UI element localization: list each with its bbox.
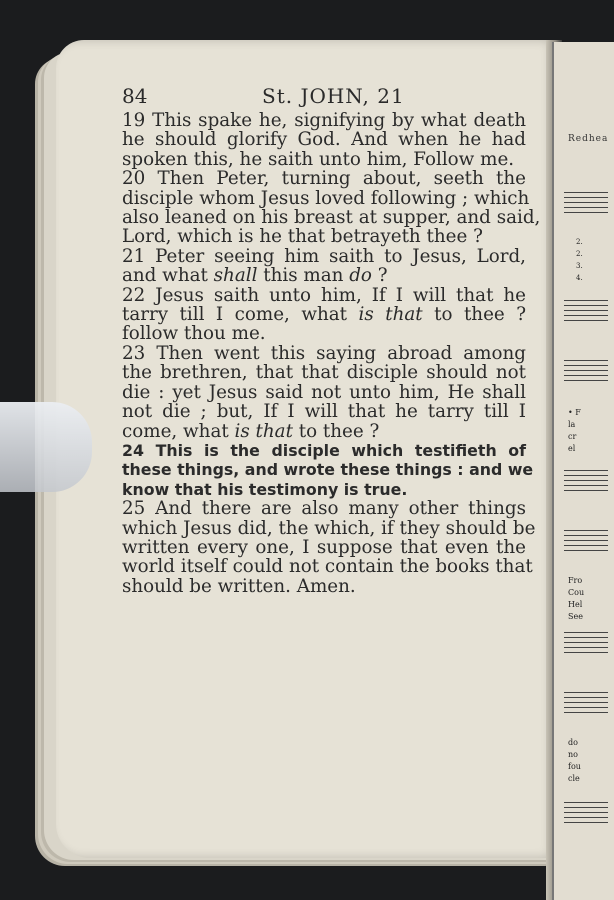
facing-word: cr	[568, 432, 577, 441]
music-staff	[564, 470, 608, 492]
text-line: 21 Peter seeing him saith to Jesus, Lord,	[122, 245, 526, 267]
page-header	[122, 84, 526, 110]
text-line: and what shall this man do ?	[122, 265, 388, 287]
text-line: Lord, which is he that betrayeth thee ?	[122, 226, 483, 248]
text-line: 20 Then Peter, turning about, seeth the	[122, 168, 526, 190]
music-staff	[564, 632, 608, 654]
text-line: which Jesus did, the which, if they should be	[122, 517, 536, 539]
facing-word: See	[568, 612, 583, 621]
facing-word: no	[568, 750, 578, 759]
text-line: 19 This spake he, signifying by what death	[122, 110, 526, 131]
facing-page	[552, 42, 614, 900]
text-line: come, what is that to thee ?	[122, 420, 380, 442]
text-line: tarry till I come, what is that to thee ?	[122, 304, 526, 326]
music-staff	[564, 192, 608, 214]
verse-number: 3.	[576, 262, 583, 270]
facing-word: Cou	[568, 588, 585, 597]
text-line: world itself could not contain the books that	[122, 556, 533, 578]
running-head: St. JOHN, 21	[262, 84, 405, 108]
text-line: these things, and wrote these things : and we	[122, 460, 534, 480]
text-line: disciple whom Jesus loved following ; which	[122, 187, 530, 209]
text-line: know that his testimony is true.	[122, 479, 408, 499]
verse-number: 2.	[576, 238, 583, 246]
facing-word: Fro	[568, 576, 583, 585]
facing-word: fou	[568, 762, 581, 771]
facing-word: la	[568, 420, 576, 429]
text-line: 24 This is the disciple which testifieth of	[122, 440, 526, 460]
music-staff	[564, 692, 608, 714]
facing-page-header: Redhea	[568, 134, 609, 144]
text-line: 23 Then went this saying abroad among	[122, 342, 526, 364]
verse-number: 2.	[576, 250, 583, 258]
scripture-text	[122, 110, 541, 597]
facing-word: do	[568, 738, 578, 747]
facing-word: el	[568, 444, 576, 453]
text-line: also leaned on his breast at supper, and said,	[122, 207, 541, 229]
text-line: spoken this, he saith unto him, Follow me.	[122, 148, 515, 170]
music-staff	[564, 300, 608, 322]
text-line: not die ; but, If I will that he tarry till I	[122, 401, 526, 423]
music-staff	[564, 360, 608, 382]
music-staff	[564, 530, 608, 552]
page-number: 84	[122, 84, 148, 108]
text-line: 25 And there are also many other things	[122, 498, 526, 520]
text-line: die : yet Jesus said not unto him, He shall	[122, 381, 526, 403]
facing-word: Hel	[568, 600, 583, 609]
ribbon-bookmark	[0, 402, 92, 492]
text-line: should be written. Amen.	[122, 575, 356, 597]
text-line: the brethren, that that disciple should not	[122, 362, 526, 384]
text-line: follow thou me.	[122, 323, 266, 345]
verse-number: 4.	[576, 274, 583, 282]
facing-word: • F	[568, 408, 581, 417]
facing-word: cle	[568, 774, 580, 783]
music-staff	[564, 802, 608, 824]
text-line: written every one, I suppose that even the	[122, 536, 526, 558]
text-line: he should glorify God. And when he had	[122, 129, 526, 151]
text-line: 22 Jesus saith unto him, If I will that he	[122, 284, 526, 306]
